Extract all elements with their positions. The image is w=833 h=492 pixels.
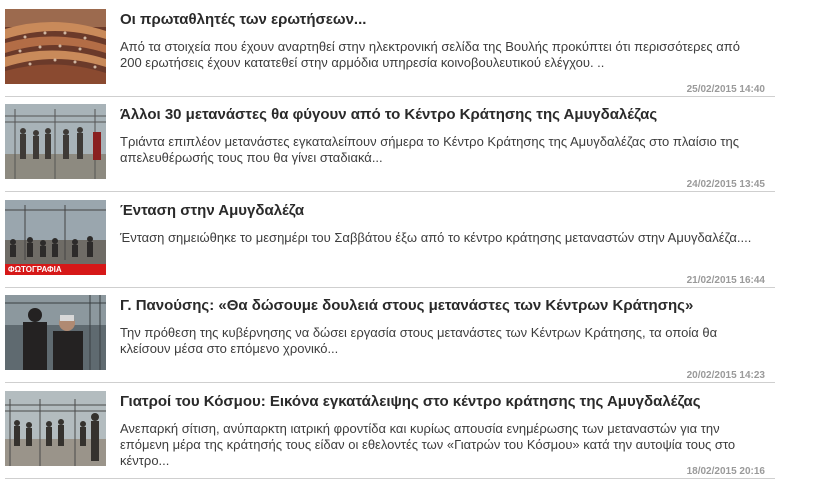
news-item xyxy=(5,292,775,383)
article-title[interactable]: Οι πρωταθλητές των ερωτήσεων... xyxy=(120,11,367,28)
article-summary: Από τα στοιχεία που έχουν αναρτηθεί στην ηλεκτρονική σελίδα της Βουλής προκύπτει ότι περισσότερες από 200 ερωτήσεις έχουν κατατεθεί στην αρμόδια υπηρεσία κοινοβουλευτικού ελέγχου. .. xyxy=(120,39,740,70)
photo-badge: ΦΩΤΟΓΡΑΦΙΑ xyxy=(5,264,106,275)
news-item xyxy=(5,6,775,97)
article-summary: Ένταση σημειώθηκε το μεσημέρι του Σαββάτου έξω από το κέντρο κράτησης μεταναστών στην Αμυγδαλέζα.... xyxy=(120,230,752,245)
article-date: 21/02/2015 16:44 xyxy=(686,275,765,286)
article-title[interactable]: Άλλοι 30 μετανάστες θα φύγουν από το Κέντρο Κράτησης της Αμυγδαλέζας xyxy=(120,106,658,123)
detention-fence-image xyxy=(5,104,106,179)
article-date: 24/02/2015 13:45 xyxy=(686,179,765,190)
minister-visit-image xyxy=(5,295,106,370)
article-date: 18/02/2015 20:16 xyxy=(686,466,765,477)
article-thumbnail-fence[interactable] xyxy=(5,104,106,179)
article-title[interactable]: Γιατροί του Κόσμου: Εικόνα εγκατάλειψης στο κέντρο κράτησης της Αμυγδαλέζας xyxy=(120,393,701,410)
article-date: 20/02/2015 14:23 xyxy=(686,370,765,381)
detention-yard-image xyxy=(5,391,106,466)
article-summary: Τριάντα επιπλέον μετανάστες εγκαταλείπουν σήμερα το Κέντρο Κράτησης της Αμυγδαλέζας στο πλαίσιο της απελευθέρωσής τους που θα γίνει σταδιακά... xyxy=(120,134,739,165)
article-thumbnail-doctors[interactable] xyxy=(5,391,106,466)
parliament-image xyxy=(5,9,106,84)
article-title[interactable]: Γ. Πανούσης: «Θα δώσουμε δουλειά στους μετανάστες των Κέντρων Κράτησης» xyxy=(120,297,694,314)
article-thumbnail-parliament[interactable] xyxy=(5,9,106,84)
article-date: 25/02/2015 14:40 xyxy=(686,84,765,95)
article-title[interactable]: Ένταση στην Αμυγδαλέζα xyxy=(120,202,305,219)
article-summary: Την πρόθεση της κυβέρνησης να δώσει εργασία στους μετανάστες των Κέντρων Κράτησης, τα οποία θα κλείσουν μέσα στο επόμενο χρονικό... xyxy=(120,325,718,356)
news-item xyxy=(5,101,775,192)
article-thumbnail-tension[interactable] xyxy=(5,200,106,275)
article-summary: Ανεπαρκή σίτιση, ανύπαρκτη ιατρική φροντίδα και κυρίως απουσία ενημέρωσης των μεταναστών για την επόμενη μέρα της κράτησής τους είδαν οι εθελοντές των «Γιατρών του Κόσμου» κατά την αυτοψία τους στο κέντρο... xyxy=(120,421,736,468)
article-thumbnail-panousis[interactable] xyxy=(5,295,106,370)
news-item xyxy=(5,197,775,288)
news-item xyxy=(5,388,775,479)
